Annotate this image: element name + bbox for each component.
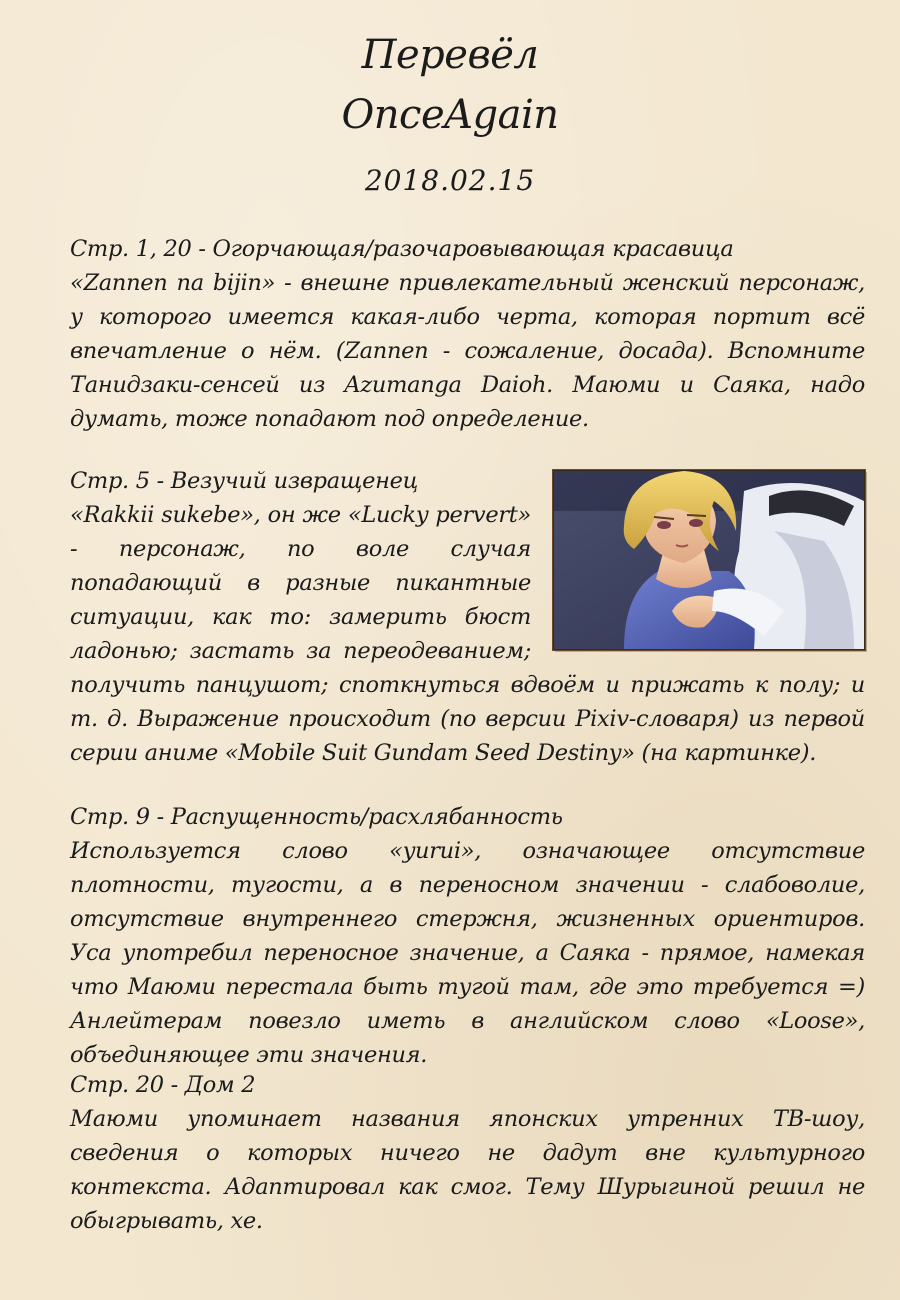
note-body: Используется слово «yurui», означающее отсутствие плотности, тугости, а в переносном значении - слабоволие, отсутствие внутреннего стержня, жизненных ориентиров. Уса употребил переносное значение, а Саяка - прямое, намекая что Маюми перестала быть тугой там, где это требуется =) Анлейтерам повезло иметь в английском слово «Loose», объединяющее эти значения. (70, 838, 865, 1068)
note-body: «Rakkii sukebe», он же «Lucky pervert» - персонаж, по воле случая попадающий в разные пикантные ситуации, как то: замерить бюст ладонью; застать за переодеванием; получить панцушот; споткнуться вдвоём и прижать к полу; и т. д. Выражение происходит (по версии Pixiv-словаря) из первой серии аниме «Mobile Suit Gundam Seed Destiny» (на картинке). (70, 502, 865, 766)
date: 2018.02.15 (364, 164, 536, 197)
note-section (70, 232, 865, 436)
note-section (70, 464, 865, 770)
anime-screenshot-drawing (554, 471, 864, 649)
note-title: Стр. 20 - Дом 2 (70, 1072, 256, 1098)
note-title: Стр. 1, 20 - Огорчающая/разочаровывающая красавица (70, 236, 734, 262)
note-body: «Zannen na bijin» - внешне привлекательный женский персонаж, у которого имеется какая-либо черта, которая портит всё впечатление о нём. (Zannen - сожаление, досада). Вспомните Танидзаки-сенсей из Azumanga Daioh. Маюми и Саяка, надо думать, тоже попадают под определение. (70, 270, 865, 432)
note-body: Маюми упоминает названия японских утренних ТВ-шоу, сведения о которых ничего не дадут вне культурного контекста. Адаптировал как смог. Тему Шурыгиной решил не обыгрывать, хе. (70, 1106, 865, 1234)
translator-name: OnceAgain (341, 92, 559, 138)
note-section (70, 800, 865, 1072)
note-title: Стр. 5 - Везучий извращенец (70, 468, 419, 494)
translator-label: Перевёл (361, 32, 539, 78)
note-section (70, 1068, 865, 1238)
note-title: Стр. 9 - Распущенность/расхлябанность (70, 804, 563, 830)
anime-screenshot-image (553, 470, 865, 650)
